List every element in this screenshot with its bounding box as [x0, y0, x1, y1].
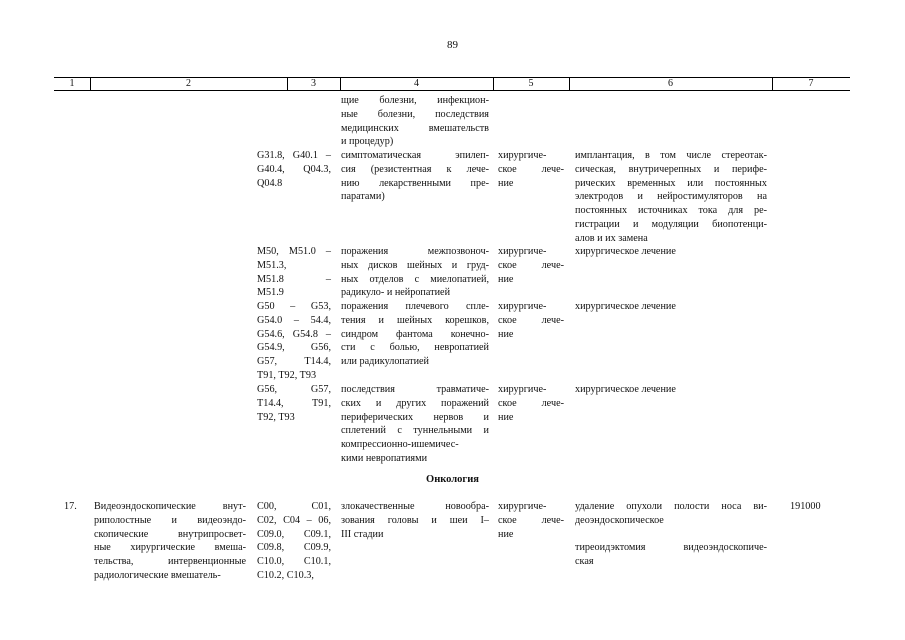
treatment-type-line: ское лече- [498, 314, 564, 326]
disease-text-line: симптоматическая эпилеп- [341, 150, 489, 161]
cost-value: 191000 [790, 501, 821, 512]
care-type-name-line: ные хирургические вмеша- [94, 542, 246, 554]
disease-text-line: ных отделов с миелопатией, [341, 273, 489, 285]
disease-text-line: сплетений с туннельными и [341, 425, 489, 437]
care-type-name-line: радиологические вмешатель- [94, 570, 221, 581]
treatment-type-line: хирургиче- [498, 150, 547, 161]
disease-text-line: или радикулопатией [341, 356, 430, 368]
care-type-name-line: тельства, интервенционные [94, 556, 246, 568]
method-text-line: деоэндоскопическое [575, 514, 664, 526]
disease-text-line: поражения плечевого спле- [341, 301, 489, 312]
icd-code-line: G31.8, G40.1 – [257, 150, 331, 161]
icd-code-line: G57, T14.4, [257, 356, 331, 368]
treatment-type-line: ние [498, 273, 514, 285]
disease-text-line: сия (резистентная к лече- [341, 163, 489, 175]
icd-code-line: C10.0, C10.1, [257, 556, 331, 568]
icd-code-line: C09.8, C09.9, [257, 542, 331, 554]
care-type-name-line: Видеоэндоскопические внут- [94, 501, 246, 512]
treatment-type-line: хирургиче- [498, 246, 547, 257]
treatment-type-line: ние [498, 177, 514, 189]
disease-text-line: медицинских вмешательств [341, 122, 489, 134]
disease-text-line: и процедур) [341, 136, 394, 148]
treatment-type-line: ское лече- [498, 397, 564, 409]
treatment-type-line: ние [498, 328, 514, 340]
col-header-7: 7 [808, 78, 814, 89]
col-header-2: 2 [186, 78, 191, 89]
col-header-4: 4 [414, 78, 419, 89]
treatment-type-line: хирургиче- [498, 501, 547, 512]
section-title: Онкология [426, 474, 479, 485]
method-text-line: хирургическое лечение [575, 246, 676, 257]
treatment-type-line: ское лече- [498, 514, 564, 526]
icd-code-line: M51.9 [257, 287, 284, 299]
care-type-name-line: скопические внутрипросвет- [94, 528, 246, 540]
col-header-3: 3 [311, 78, 316, 89]
disease-text-line: нию лекарственными пре- [341, 177, 489, 189]
col-header-1: 1 [69, 78, 75, 89]
treatment-type-line: ское лече- [498, 163, 564, 175]
treatment-type-line: хирургиче- [498, 384, 547, 395]
icd-code-line: T91, T92, T93 [257, 370, 317, 381]
table-header [54, 77, 850, 91]
disease-text-line: последствия травматиче- [341, 384, 489, 395]
disease-text-line: ных дисков шейных и груд- [341, 259, 489, 271]
method-text-line: сическая, внутричерепных и перифе- [575, 163, 767, 175]
disease-text-line: кими невропатиями [341, 453, 428, 464]
treatment-type-line: хирургиче- [498, 301, 547, 312]
method-text-line: хирургическое лечение [575, 384, 676, 395]
method-text-line: ская [575, 555, 594, 567]
method-text-line: постоянных источниках тока для ре- [575, 205, 767, 217]
icd-code-line: M50, M51.0 – [257, 246, 331, 257]
disease-text-line: поражения межпозвоноч- [341, 246, 489, 257]
disease-text-line: зования головы и шеи I– [341, 514, 489, 526]
method-text-line: тиреоидэктомия видеоэндоскопиче- [575, 542, 767, 553]
method-text-line: алов и их замена [575, 232, 648, 244]
method-text-line: рических временных или постоянных [575, 177, 767, 189]
icd-code-line: T92, T93 [257, 411, 295, 423]
disease-text-line: III стадии [341, 528, 384, 540]
disease-text-line: периферических нервов и [341, 411, 489, 423]
icd-code-line: Q04.8 [257, 177, 283, 189]
icd-code-line: C10.2, C10.3, [257, 570, 314, 581]
disease-text-line: ные болезни, последствия [341, 108, 489, 120]
treatment-type-line: ние [498, 411, 514, 423]
disease-text-line: компрессионно-ишемичес- [341, 439, 459, 451]
treatment-type-line: ское лече- [498, 259, 564, 271]
icd-code-line: G56, G57, [257, 384, 331, 395]
method-text-line: удаление опухоли полости носа ви- [575, 501, 767, 512]
care-type-name-line: риполостные и видеоэндо- [94, 514, 246, 526]
method-text-line: электродов и нейростимуляторов на [575, 191, 767, 203]
disease-text-line: синдром фантома конечно- [341, 328, 489, 340]
row-number: 17. [64, 501, 77, 512]
disease-text-line: ских и других поражений [341, 397, 489, 409]
icd-code-line: C02, C04 – 06, [257, 514, 331, 526]
icd-code-line: G40.4, Q04.3, [257, 163, 331, 175]
icd-code-line: T14.4, T91, [257, 397, 331, 409]
method-text-line: хирургическое лечение [575, 301, 676, 312]
icd-code-line: G54.6, G54.8 – [257, 328, 331, 340]
col-header-5: 5 [528, 78, 534, 89]
page-number: 89 [447, 39, 458, 51]
disease-text-line: тения и шейных корешков, [341, 314, 489, 326]
icd-code-line: M51.3, [257, 259, 287, 271]
icd-code-line: G54.9, G56, [257, 342, 331, 354]
disease-text-line: щие болезни, инфекцион- [341, 95, 489, 106]
disease-text-line: злокачественные новообра- [341, 501, 489, 512]
disease-text-line: сти с болью, невропатией [341, 342, 489, 354]
icd-code-line: M51.8 – [257, 273, 331, 285]
icd-code-line: C09.0, C09.1, [257, 528, 331, 540]
icd-code-line: G50 – G53, [257, 301, 331, 312]
icd-code-line: G54.0 – 54.4, [257, 314, 331, 326]
treatment-type-line: ние [498, 528, 514, 540]
method-text-line: гистрации и модуляции биопотенци- [575, 219, 767, 230]
disease-text-line: паратами) [341, 191, 385, 203]
disease-text-line: радикуло- и нейропатией [341, 287, 451, 299]
col-header-6: 6 [668, 78, 673, 89]
icd-code-line: C00, C01, [257, 501, 331, 512]
method-text-line: имплантация, в том числе стереотак- [575, 150, 767, 161]
